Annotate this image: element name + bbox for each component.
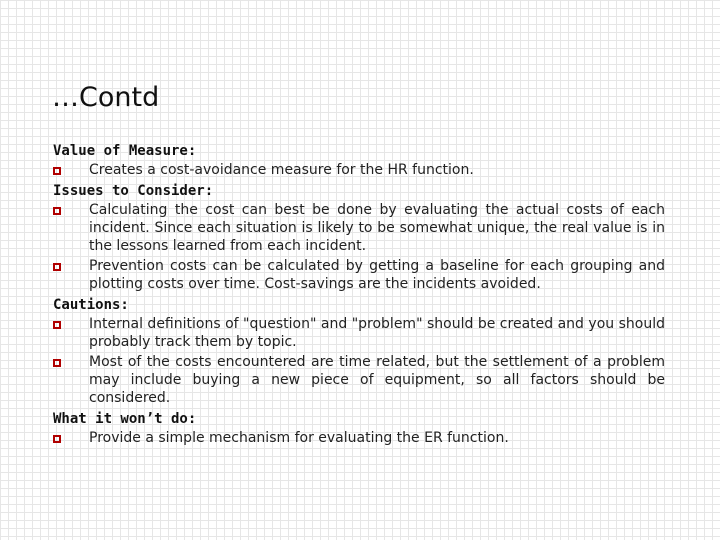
bullet-text: Provide a simple mechanism for evaluating the ER function. <box>89 430 509 446</box>
section-heading-issues: Issues to Consider: <box>53 183 214 199</box>
slide-content <box>53 141 665 449</box>
list-item <box>53 353 665 407</box>
list-item <box>53 315 665 351</box>
square-bullet-icon <box>53 263 61 271</box>
list-item <box>53 201 665 255</box>
bullet-text: Prevention costs can be calculated by getting a baseline for each grouping and plotting costs over time. Cost-savings are the incidents avoided. <box>89 258 665 292</box>
list-item <box>53 429 665 447</box>
bullet-text: Creates a cost-avoidance measure for the HR function. <box>89 162 474 178</box>
section-heading-value: Value of Measure: <box>53 143 197 159</box>
square-bullet-icon <box>53 321 61 329</box>
bullet-text: Calculating the cost can best be done by evaluating the actual costs of each incident. Since each situation is likely to be somewhat unique, the real value is in the lessons learned from each incident. <box>89 202 665 254</box>
slide-title: …Contd <box>52 82 160 113</box>
section-heading-wont-do: What it won’t do: <box>53 411 197 427</box>
bullet-text: Most of the costs encountered are time related, but the settlement of a problem may include buying a new piece of equipment, so all factors should be considered. <box>89 354 665 406</box>
square-bullet-icon <box>53 359 61 367</box>
square-bullet-icon <box>53 167 61 175</box>
square-bullet-icon <box>53 435 61 443</box>
list-item <box>53 257 665 293</box>
bullet-text: Internal definitions of "question" and "problem" should be created and you should probably track them by topic. <box>89 316 665 350</box>
square-bullet-icon <box>53 207 61 215</box>
list-item <box>53 161 665 179</box>
section-heading-cautions: Cautions: <box>53 297 129 313</box>
